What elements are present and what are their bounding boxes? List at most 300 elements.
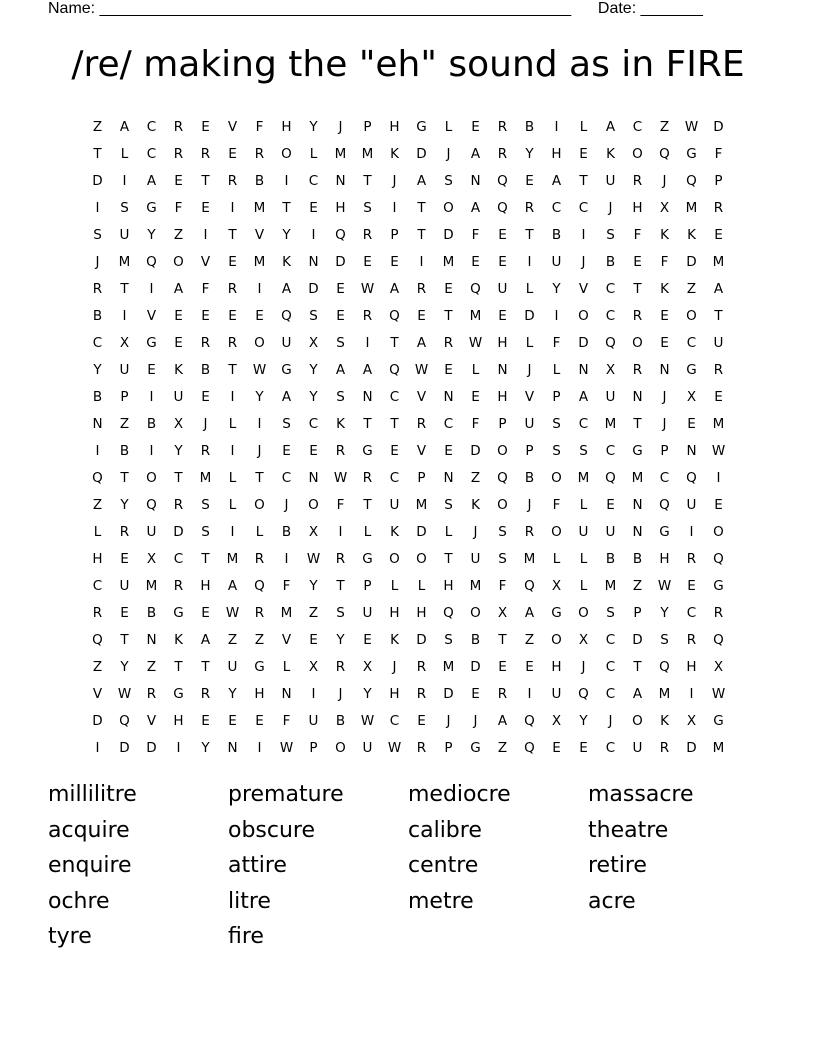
grid-letter: D <box>443 226 454 243</box>
grid-letter: K <box>282 253 291 270</box>
grid-letter: J <box>203 415 208 432</box>
grid-letter: Y <box>336 631 345 648</box>
grid-letter: V <box>254 226 265 243</box>
grid-letter: A <box>200 631 211 648</box>
grid-letter: W <box>279 739 294 756</box>
grid-letter: C <box>92 334 103 351</box>
grid-letter: S <box>552 442 561 459</box>
grid-letter: Y <box>228 685 237 702</box>
grid-letter: C <box>443 415 454 432</box>
grid-letter: E <box>660 307 669 324</box>
grid-letter: E <box>174 334 183 351</box>
grid-letter: A <box>578 388 589 405</box>
grid-letter: M <box>631 469 644 486</box>
grid-letter: E <box>201 199 210 216</box>
word-list-item: fire <box>228 924 264 949</box>
grid-letter: E <box>687 577 696 594</box>
grid-letter: B <box>146 604 157 621</box>
grid-letter: F <box>552 496 561 513</box>
grid-letter: L <box>552 550 561 567</box>
grid-letter: E <box>498 307 507 324</box>
grid-letter: R <box>200 685 211 702</box>
grid-letter: O <box>632 334 643 351</box>
grid-letter: T <box>417 226 426 243</box>
grid-letter: C <box>578 415 589 432</box>
grid-letter: Y <box>120 496 129 513</box>
grid-letter: L <box>417 577 426 594</box>
grid-letter: E <box>498 253 507 270</box>
grid-letter: R <box>497 685 508 702</box>
grid-letter: F <box>282 712 291 729</box>
grid-letter: X <box>551 712 562 729</box>
grid-letter: E <box>444 442 453 459</box>
grid-letter: V <box>146 712 157 729</box>
grid-letter: B <box>92 307 103 324</box>
grid-letter: A <box>281 280 292 297</box>
grid-letter: R <box>362 226 373 243</box>
grid-letter: L <box>228 415 237 432</box>
grid-letter: E <box>120 604 129 621</box>
grid-letter: T <box>633 658 642 675</box>
grid-letter: U <box>632 739 643 756</box>
grid-letter: E <box>363 631 372 648</box>
grid-letter: D <box>416 631 427 648</box>
grid-letter: M <box>280 604 293 621</box>
grid-letter: I <box>95 442 100 459</box>
grid-letter: I <box>122 307 127 324</box>
grid-letter: I <box>716 469 721 486</box>
grid-letter: C <box>605 658 616 675</box>
grid-letter: Q <box>443 604 454 621</box>
grid-letter: E <box>336 307 345 324</box>
grid-letter: O <box>443 199 454 216</box>
grid-letter: U <box>686 496 697 513</box>
grid-letter: T <box>228 361 237 378</box>
grid-letter: M <box>361 145 374 162</box>
grid-letter: R <box>200 442 211 459</box>
page-title: /re/ making the "eh" sound as in FIRE <box>71 44 745 85</box>
grid-letter: J <box>662 388 667 405</box>
grid-letter: H <box>443 577 454 594</box>
grid-letter: Z <box>92 658 103 675</box>
grid-letter: N <box>362 388 373 405</box>
grid-letter: P <box>417 469 426 486</box>
grid-letter: Q <box>389 361 400 378</box>
grid-letter: V <box>578 280 589 297</box>
grid-letter: D <box>416 145 427 162</box>
grid-letter: I <box>419 253 424 270</box>
grid-letter: O <box>389 550 400 567</box>
grid-letter: E <box>417 307 426 324</box>
grid-letter: Q <box>605 469 616 486</box>
grid-letter: E <box>309 442 318 459</box>
grid-letter: A <box>335 361 346 378</box>
grid-letter: Y <box>579 712 588 729</box>
grid-letter: K <box>660 712 669 729</box>
grid-letter: R <box>713 361 724 378</box>
grid-letter: D <box>686 739 697 756</box>
grid-letter: E <box>552 739 561 756</box>
grid-letter: R <box>524 199 535 216</box>
grid-letter: R <box>713 199 724 216</box>
grid-letter: D <box>632 631 643 648</box>
word-list-item: metre <box>408 888 474 914</box>
grid-letter: I <box>581 226 586 243</box>
grid-letter: F <box>201 280 210 297</box>
grid-letter: D <box>308 280 319 297</box>
grid-letter: K <box>174 631 183 648</box>
grid-letter: O <box>497 442 508 459</box>
grid-letter: D <box>470 442 481 459</box>
grid-letter: F <box>255 118 264 135</box>
grid-letter: S <box>660 631 669 648</box>
word-list-item: obscure <box>228 817 316 843</box>
grid-letter: W <box>225 604 240 621</box>
grid-letter: E <box>363 253 372 270</box>
grid-letter: S <box>201 523 210 540</box>
grid-letter: Y <box>174 442 183 459</box>
grid-letter: R <box>632 307 643 324</box>
grid-letter: I <box>365 334 370 351</box>
grid-letter: O <box>335 739 346 756</box>
grid-letter: O <box>632 145 643 162</box>
grid-letter: S <box>606 604 615 621</box>
grid-letter: I <box>149 388 154 405</box>
grid-letter: P <box>120 388 129 405</box>
grid-letter: O <box>686 307 697 324</box>
grid-letter: C <box>551 199 562 216</box>
grid-letter: B <box>92 388 103 405</box>
grid-letter: U <box>605 523 616 540</box>
grid-letter: O <box>551 469 562 486</box>
grid-letter: E <box>390 442 399 459</box>
grid-letter: N <box>308 253 319 270</box>
grid-letter: Q <box>686 469 697 486</box>
grid-letter: Z <box>92 496 103 513</box>
grid-letter: F <box>660 253 669 270</box>
grid-letter: Y <box>201 739 210 756</box>
grid-letter: Y <box>282 226 291 243</box>
grid-letter: E <box>174 172 183 189</box>
grid-letter: H <box>389 604 400 621</box>
grid-letter: C <box>92 577 103 594</box>
grid-letter: O <box>632 712 643 729</box>
grid-letter: E <box>201 118 210 135</box>
grid-letter: N <box>470 172 481 189</box>
grid-letter: R <box>416 739 427 756</box>
grid-letter: C <box>146 145 157 162</box>
grid-letter: I <box>257 739 262 756</box>
grid-letter: R <box>173 145 184 162</box>
grid-letter: E <box>606 496 615 513</box>
grid-letter: V <box>416 442 427 459</box>
grid-letter: F <box>552 334 561 351</box>
word-list-item: attire <box>228 853 287 878</box>
grid-letter: T <box>174 469 183 486</box>
grid-letter: W <box>360 280 375 297</box>
grid-letter: L <box>579 496 588 513</box>
grid-letter: J <box>95 253 100 270</box>
grid-letter: T <box>228 226 237 243</box>
grid-letter: O <box>578 307 589 324</box>
grid-letter: Z <box>497 739 508 756</box>
grid-letter: T <box>633 280 642 297</box>
grid-letter: N <box>632 496 643 513</box>
grid-letter: T <box>579 172 588 189</box>
grid-letter: A <box>281 388 292 405</box>
grid-letter: M <box>442 658 455 675</box>
grid-letter: I <box>338 523 343 540</box>
grid-letter: L <box>471 361 480 378</box>
grid-letter: B <box>605 253 616 270</box>
grid-letter: B <box>119 442 130 459</box>
grid-letter: U <box>146 523 157 540</box>
grid-letter: E <box>444 361 453 378</box>
grid-letter: F <box>471 415 480 432</box>
grid-letter: R <box>173 577 184 594</box>
grid-letter: N <box>308 469 319 486</box>
grid-letter: L <box>363 523 372 540</box>
grid-letter: X <box>686 388 697 405</box>
grid-letter: T <box>390 415 399 432</box>
grid-letter: N <box>281 685 292 702</box>
grid-letter: V <box>416 388 427 405</box>
grid-letter: Y <box>309 577 318 594</box>
grid-letter: P <box>525 442 534 459</box>
grid-letter: V <box>92 685 103 702</box>
grid-letter: M <box>469 577 482 594</box>
grid-letter: Y <box>309 388 318 405</box>
grid-letter: E <box>255 712 264 729</box>
grid-letter: N <box>497 361 508 378</box>
grid-letter: F <box>633 226 642 243</box>
grid-letter: E <box>579 739 588 756</box>
grid-letter: O <box>146 469 157 486</box>
grid-letter: C <box>173 550 184 567</box>
grid-letter: C <box>632 118 643 135</box>
grid-letter: L <box>120 145 129 162</box>
grid-letter: Q <box>659 658 670 675</box>
grid-letter: T <box>363 172 372 189</box>
grid-letter: E <box>714 496 723 513</box>
grid-letter: N <box>578 361 589 378</box>
grid-letter: N <box>227 739 238 756</box>
grid-letter: O <box>470 604 481 621</box>
grid-letter: R <box>713 604 724 621</box>
word-list-item: litre <box>228 888 271 914</box>
grid-letter: R <box>227 334 238 351</box>
grid-letter: C <box>605 442 616 459</box>
grid-letter: S <box>282 415 291 432</box>
grid-letter: R <box>686 550 697 567</box>
grid-letter: R <box>254 550 265 567</box>
grid-letter: T <box>525 226 534 243</box>
grid-letter: B <box>281 523 292 540</box>
grid-letter: C <box>308 415 319 432</box>
grid-letter: L <box>390 577 399 594</box>
grid-letter: D <box>686 253 697 270</box>
grid-letter: T <box>120 469 129 486</box>
grid-letter: E <box>471 388 480 405</box>
grid-letter: Z <box>686 280 697 297</box>
grid-letter: U <box>605 388 616 405</box>
grid-letter: V <box>200 253 211 270</box>
grid-letter: H <box>281 118 292 135</box>
grid-letter: Y <box>552 280 561 297</box>
grid-letter: U <box>119 577 130 594</box>
grid-letter: H <box>632 199 643 216</box>
grid-letter: Q <box>281 307 292 324</box>
grid-letter: Z <box>470 469 481 486</box>
date-label: Date: <box>597 0 637 17</box>
grid-letter: E <box>525 172 534 189</box>
grid-letter: Q <box>335 226 346 243</box>
grid-letter: J <box>581 253 586 270</box>
grid-letter: U <box>362 604 373 621</box>
grid-letter: P <box>660 442 669 459</box>
grid-letter: Z <box>173 226 184 243</box>
grid-letter: A <box>416 334 427 351</box>
grid-letter: A <box>119 118 130 135</box>
grid-letter: A <box>389 280 400 297</box>
grid-letter: C <box>389 388 400 405</box>
grid-letter: M <box>253 199 266 216</box>
grid-letter: L <box>579 577 588 594</box>
grid-letter: P <box>363 118 372 135</box>
grid-letter: R <box>146 685 157 702</box>
grid-letter: U <box>173 388 184 405</box>
grid-letter: Z <box>254 631 265 648</box>
grid-letter: R <box>686 631 697 648</box>
grid-letter: C <box>605 280 616 297</box>
grid-letter: I <box>257 280 262 297</box>
grid-letter: S <box>606 226 615 243</box>
grid-letter: W <box>711 685 726 702</box>
grid-letter: O <box>497 496 508 513</box>
grid-letter: R <box>119 523 130 540</box>
grid-letter: E <box>660 334 669 351</box>
grid-letter: J <box>392 658 397 675</box>
grid-letter: L <box>444 118 453 135</box>
grid-letter: C <box>605 307 616 324</box>
grid-letter: D <box>146 739 157 756</box>
grid-letter: J <box>608 199 613 216</box>
grid-letter: C <box>605 739 616 756</box>
grid-letter: I <box>311 226 316 243</box>
grid-letter: T <box>201 658 210 675</box>
grid-letter: W <box>360 712 375 729</box>
grid-letter: J <box>473 523 478 540</box>
grid-letter: Q <box>524 712 535 729</box>
grid-letter: M <box>523 550 536 567</box>
grid-letter: O <box>173 253 184 270</box>
grid-letter: R <box>659 739 670 756</box>
grid-letter: Z <box>227 631 238 648</box>
grid-letter: S <box>120 199 129 216</box>
grid-letter: N <box>686 442 697 459</box>
grid-letter: T <box>390 334 399 351</box>
grid-letter: E <box>444 280 453 297</box>
grid-letter: C <box>146 118 157 135</box>
grid-letter: Y <box>120 658 129 675</box>
grid-letter: R <box>443 334 454 351</box>
grid-letter: B <box>146 415 157 432</box>
grid-letter: G <box>362 442 373 459</box>
grid-letter: W <box>684 118 699 135</box>
grid-letter: T <box>363 496 372 513</box>
grid-letter: Q <box>254 577 265 594</box>
grid-letter: W <box>306 550 321 567</box>
grid-letter: I <box>284 172 289 189</box>
grid-letter: R <box>92 280 103 297</box>
word-list-item: massacre <box>588 782 694 807</box>
grid-letter: Q <box>578 685 589 702</box>
grid-letter: K <box>606 145 615 162</box>
grid-letter: X <box>686 712 697 729</box>
grid-letter: E <box>309 631 318 648</box>
grid-letter: U <box>578 523 589 540</box>
grid-letter: B <box>335 712 346 729</box>
grid-letter: I <box>689 523 694 540</box>
grid-letter: N <box>632 523 643 540</box>
grid-letter: Y <box>525 145 534 162</box>
grid-letter: E <box>471 253 480 270</box>
grid-letter: K <box>660 280 669 297</box>
grid-letter: K <box>174 361 183 378</box>
grid-letter: S <box>363 199 372 216</box>
grid-letter: U <box>551 685 562 702</box>
word-list-item: enquire <box>48 853 132 878</box>
grid-letter: D <box>524 307 535 324</box>
grid-letter: T <box>255 469 264 486</box>
word-list <box>48 779 768 957</box>
grid-letter: F <box>336 496 345 513</box>
grid-letter: U <box>551 253 562 270</box>
grid-letter: L <box>309 145 318 162</box>
grid-letter: B <box>524 469 535 486</box>
grid-letter: J <box>473 712 478 729</box>
grid-letter: V <box>524 388 535 405</box>
grid-letter: I <box>230 388 235 405</box>
grid-letter: S <box>201 496 210 513</box>
grid-letter: Q <box>497 172 508 189</box>
grid-letter: E <box>336 280 345 297</box>
grid-letter: U <box>227 658 238 675</box>
grid-letter: J <box>527 496 532 513</box>
grid-letter: R <box>173 118 184 135</box>
grid-letter: Z <box>146 658 157 675</box>
grid-letter: G <box>659 523 670 540</box>
grid-letter: D <box>335 253 346 270</box>
grid-letter: D <box>173 523 184 540</box>
grid-letter: Q <box>524 739 535 756</box>
grid-letter: Y <box>363 685 372 702</box>
grid-letter: K <box>390 523 399 540</box>
word-list-item: retire <box>588 853 647 878</box>
grid-letter: D <box>119 739 130 756</box>
grid-letter: S <box>336 388 345 405</box>
grid-letter: Q <box>389 307 400 324</box>
grid-letter: M <box>199 469 212 486</box>
grid-letter: B <box>524 118 535 135</box>
grid-letter: X <box>362 658 373 675</box>
grid-letter: X <box>713 658 724 675</box>
grid-letter: S <box>309 307 318 324</box>
grid-letter: G <box>173 604 184 621</box>
grid-letter: E <box>471 118 480 135</box>
grid-letter: J <box>446 145 451 162</box>
grid-letter: Q <box>686 172 697 189</box>
